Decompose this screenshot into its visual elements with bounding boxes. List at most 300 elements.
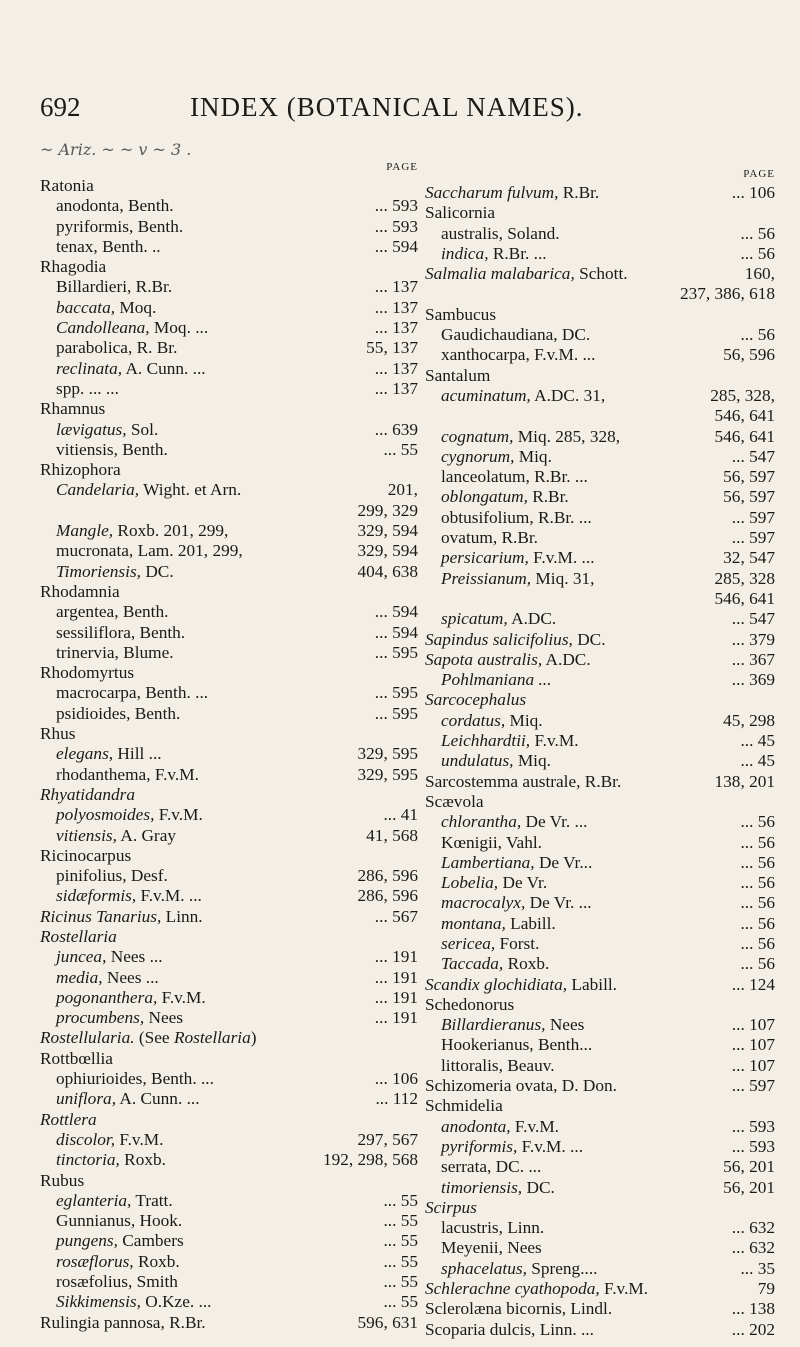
- entry-page: ... 632: [731, 1238, 775, 1258]
- entry-name: Rhamnus: [40, 399, 106, 419]
- entry-name: timoriensis, DC.: [441, 1177, 555, 1197]
- entry-name: pyriformis, F.v.M. ...: [441, 1136, 584, 1156]
- entry-name: Santalum: [425, 365, 491, 385]
- entry-page: ... 137: [374, 358, 418, 378]
- index-entry: [40, 805, 418, 825]
- entry-page: 56, 597: [723, 487, 775, 507]
- entry-name: reclinata, A. Cunn. ...: [56, 358, 206, 378]
- index-heading: [40, 663, 418, 683]
- entry-name: chlorantha, De Vr. ...: [441, 812, 588, 832]
- entry-name: Rottlera: [40, 1109, 97, 1129]
- index-entry: [40, 1089, 418, 1109]
- entry-name: tinctoria, Roxb.: [56, 1150, 166, 1170]
- index-entry: [425, 853, 775, 873]
- index-heading: [425, 630, 775, 650]
- entry-page: 56, 596: [723, 345, 775, 365]
- entry-page: ... 597: [731, 1076, 775, 1096]
- entry-page: ... 593: [731, 1136, 775, 1156]
- index-entry: [40, 318, 418, 338]
- entry-name: ophiurioides, Benth. ...: [56, 1069, 214, 1089]
- index-heading: [425, 366, 775, 386]
- index-entry: [40, 683, 418, 703]
- entry-name: polyosmoides, F.v.M.: [56, 805, 203, 825]
- entry-page: ... 56: [740, 832, 775, 852]
- index-entry: [40, 866, 418, 886]
- entry-name: Sapindus salicifolius, DC.: [425, 629, 606, 649]
- index-entry: [425, 609, 775, 629]
- index-entry: [425, 447, 775, 467]
- index-heading: [40, 927, 418, 947]
- entry-page: ... 597: [731, 507, 775, 527]
- entry-name: macrocarpa, Benth. ...: [56, 683, 209, 703]
- entry-page: ... 56: [740, 893, 775, 913]
- entry-name: Sikkimensis, O.Kze. ...: [56, 1292, 212, 1312]
- entry-page: ... 56: [740, 243, 775, 263]
- entry-page: ... 107: [731, 1055, 775, 1075]
- entry-name: indica, R.Br. ...: [441, 243, 547, 263]
- entry-page: ... 55: [383, 1190, 418, 1210]
- entry-page: ... 35: [740, 1258, 775, 1278]
- entry-name: Candolleana, Moq. ...: [56, 318, 209, 338]
- entry-page: ... 547: [731, 446, 775, 466]
- entry-page: 285, 328,: [710, 385, 775, 405]
- index-entry: [40, 440, 418, 460]
- index-continuation: [425, 406, 775, 426]
- index-entry: [40, 298, 418, 318]
- entry-name: Scoparia dulcis, Linn. ...: [425, 1319, 594, 1339]
- index-heading: [40, 1171, 418, 1191]
- index-entry: [425, 1056, 775, 1076]
- entry-page: ... 41: [383, 805, 418, 825]
- index-entry: [40, 359, 418, 379]
- index-heading: [425, 792, 775, 812]
- entry-name: trinervia, Blume.: [56, 642, 174, 662]
- entry-page: 55, 137: [366, 338, 418, 358]
- entry-page: ... 595: [374, 703, 418, 723]
- index-heading: [425, 995, 775, 1015]
- entry-page: ... 632: [731, 1218, 775, 1238]
- entry-page: 286, 596: [357, 866, 418, 886]
- entry-page: 41, 568: [366, 825, 418, 845]
- entry-page: ... 137: [374, 318, 418, 338]
- entry-name: argentea, Benth.: [56, 602, 169, 622]
- index-heading: [425, 1198, 775, 1218]
- entry-name: ovatum, R.Br.: [441, 528, 538, 548]
- entry-page: 286, 596: [357, 886, 418, 906]
- entry-name: sphacelatus, Spreng....: [441, 1258, 598, 1278]
- entry-name: Salmalia malabarica, Schott.: [425, 264, 628, 284]
- entry-page: ... 56: [740, 933, 775, 953]
- index-entry: [40, 1191, 418, 1211]
- entry-name: Hookerianus, Benth...: [441, 1035, 593, 1055]
- entry-page: ... 107: [731, 1035, 775, 1055]
- entry-name: mucronata, Lam. 201, 299,: [56, 541, 243, 561]
- entry-page: ... 56: [740, 852, 775, 872]
- entry-name: sericea, Forst.: [441, 933, 540, 953]
- entry-page: 329, 594: [357, 521, 418, 541]
- entry-page: 32, 547: [723, 548, 775, 568]
- entry-name: undulatus, Miq.: [441, 751, 551, 771]
- entry-name: juncea, Nees ...: [56, 947, 163, 967]
- entry-name: procumbens, Nees: [56, 1008, 184, 1028]
- entry-name: montana, Labill.: [441, 913, 556, 933]
- index-heading: [40, 724, 418, 744]
- entry-page: ... 106: [731, 183, 775, 202]
- entry-name: tenax, Benth. ..: [56, 236, 161, 256]
- index-entry: [40, 379, 418, 399]
- entry-name: Rottbœllia: [40, 1048, 113, 1068]
- entry-page: ... 55: [383, 1231, 418, 1251]
- entry-name: Sambucus: [425, 304, 497, 324]
- entry-page: ... 55: [383, 1211, 418, 1231]
- entry-page: 160,: [744, 264, 775, 284]
- index-entry: [425, 508, 775, 528]
- entry-name: Sarcocephalus: [425, 690, 527, 710]
- entry-page: ... 56: [740, 812, 775, 832]
- index-heading: [425, 1279, 775, 1299]
- index-entry: [425, 1137, 775, 1157]
- entry-name: Rulingia pannosa, R.Br.: [40, 1312, 206, 1332]
- index-heading: [425, 305, 775, 325]
- entry-name: psidioides, Benth.: [56, 703, 181, 723]
- index-heading: [425, 1076, 775, 1096]
- index-entry: [425, 487, 775, 507]
- page-column-label: PAGE: [386, 161, 418, 173]
- page-header: [40, 92, 760, 132]
- index-entry: [425, 224, 775, 244]
- index-heading: [40, 1028, 418, 1048]
- entry-name: elegans, Hill ...: [56, 744, 162, 764]
- index-entry: [425, 427, 775, 447]
- entry-name: Salicornia: [425, 203, 496, 223]
- entry-page: ... 191: [374, 947, 418, 967]
- entry-name: Scandix glochidiata, Labill.: [425, 974, 617, 994]
- index-entry: [425, 812, 775, 832]
- index-entry: [40, 947, 418, 967]
- entry-name: serrata, DC. ...: [441, 1157, 542, 1177]
- index-entry: [425, 914, 775, 934]
- entry-name: Rubus: [40, 1170, 85, 1190]
- index-continuation: [425, 589, 775, 609]
- entry-page: 299, 329: [357, 500, 418, 520]
- entry-page: ... 639: [374, 419, 418, 439]
- entry-page: ... 56: [740, 325, 775, 345]
- entry-name: anodonta, Benth.: [56, 196, 174, 216]
- entry-page: ... 594: [374, 602, 418, 622]
- entry-name: Ricinocarpus: [40, 845, 132, 865]
- index-heading: [40, 1110, 418, 1130]
- entry-name: Ricinus Tanarius, Linn.: [40, 906, 203, 926]
- entry-page: ... 367: [731, 649, 775, 669]
- entry-page: ... 56: [740, 223, 775, 243]
- index-entry: [40, 1130, 418, 1150]
- entry-name: Schedonorus: [425, 994, 515, 1014]
- index-entry: [40, 602, 418, 622]
- entry-name: Rostellaria: [40, 926, 117, 946]
- entry-page: ... 55: [383, 1272, 418, 1292]
- index-heading: [425, 183, 775, 203]
- index-entry: [40, 217, 418, 237]
- entry-name: rosæflorus, Roxb.: [56, 1251, 180, 1271]
- entry-name: Ratonia: [40, 176, 94, 195]
- index-entry: [425, 345, 775, 365]
- entry-page: ... 593: [374, 216, 418, 236]
- entry-page: 237, 386, 618: [679, 284, 775, 304]
- index-heading: [425, 650, 775, 670]
- entry-page: 329, 595: [357, 744, 418, 764]
- entry-name: Leichhardtii, F.v.M.: [441, 731, 579, 751]
- entry-page: ... 593: [374, 196, 418, 216]
- index-entry: [40, 1069, 418, 1089]
- index-entry: [40, 826, 418, 846]
- index-heading: [40, 176, 418, 196]
- entry-page: ... 45: [740, 731, 775, 751]
- entry-name: cognatum, Miq. 285, 328,: [441, 426, 621, 446]
- index-heading: [40, 399, 418, 419]
- entry-name: sidæformis, F.v.M. ...: [56, 886, 202, 906]
- entry-page: ... 137: [374, 277, 418, 297]
- index-entry: [40, 541, 418, 561]
- page-title: INDEX (BOTANICAL NAMES).: [190, 92, 584, 122]
- entry-page: ... 55: [383, 1251, 418, 1271]
- entry-name: Candelaria, Wight. et Arn.: [56, 480, 242, 500]
- index-entry: [40, 1008, 418, 1028]
- entry-name: persicarium, F.v.M. ...: [441, 548, 595, 568]
- index-entry: [40, 1252, 418, 1272]
- index-entry: [425, 751, 775, 771]
- entry-name: rosæfolius, Smith: [56, 1272, 178, 1292]
- entry-name: vitiensis, A. Gray: [56, 825, 177, 845]
- index-entry: [425, 467, 775, 487]
- entry-page: ... 55: [383, 1292, 418, 1312]
- entry-name: acuminatum, A.DC. 31,: [441, 385, 606, 405]
- index-entry: [40, 1231, 418, 1251]
- entry-name: Rhus: [40, 724, 76, 744]
- index-entry: [425, 670, 775, 690]
- entry-name: Billardieranus, Nees: [441, 1015, 585, 1035]
- entry-page: ... 137: [374, 297, 418, 317]
- entry-name: Schizomeria ovata, D. Don.: [425, 1076, 617, 1096]
- entry-page: ... 595: [374, 683, 418, 703]
- entry-name: cygnorum, Miq.: [441, 446, 552, 466]
- entry-page: ... 56: [740, 913, 775, 933]
- entry-name: vitiensis, Benth.: [56, 439, 168, 459]
- entry-page: ... 202: [731, 1319, 775, 1339]
- entry-name: Meyenii, Nees: [441, 1238, 542, 1258]
- entry-page: 45, 298: [723, 710, 775, 730]
- entry-page: 596, 631: [357, 1312, 418, 1332]
- entry-name: lævigatus, Sol.: [56, 419, 159, 439]
- entry-page: 201,: [387, 480, 418, 500]
- index-entry: [40, 623, 418, 643]
- entry-name: australis, Soland.: [441, 223, 560, 243]
- index-heading: [40, 907, 418, 927]
- index-entry: [40, 1150, 418, 1170]
- entry-name: xanthocarpa, F.v.M. ...: [441, 345, 596, 365]
- entry-page: 329, 595: [357, 764, 418, 784]
- entry-name: baccata, Moq.: [56, 297, 157, 317]
- entry-name: Rhizophora: [40, 460, 121, 480]
- index-heading: [425, 1299, 775, 1319]
- entry-name: cordatus, Miq.: [441, 710, 543, 730]
- entry-name: Mangle, Roxb. 201, 299,: [56, 521, 229, 541]
- index-entry: [425, 569, 775, 589]
- entry-page: ... 379: [731, 629, 775, 649]
- index-entry: [425, 325, 775, 345]
- entry-page: ... 594: [374, 236, 418, 256]
- index-continuation: [425, 284, 775, 304]
- entry-name: lacustris, Linn.: [441, 1218, 545, 1238]
- index-entry: [425, 1178, 775, 1198]
- entry-page: ... 138: [731, 1299, 775, 1319]
- entry-name: pyriformis, Benth.: [56, 216, 184, 236]
- index-heading: [425, 1320, 775, 1340]
- entry-name: parabolica, R. Br.: [56, 338, 178, 358]
- entry-name: pinifolius, Desf.: [56, 866, 168, 886]
- entry-page: 546, 641: [714, 406, 775, 426]
- index-column-right: [425, 165, 775, 1340]
- index-entry: [425, 1157, 775, 1177]
- entry-page: 192, 298, 568: [322, 1150, 418, 1170]
- entry-name: oblongatum, R.Br.: [441, 487, 569, 507]
- entry-name: lanceolatum, R.Br. ...: [441, 467, 588, 487]
- index-entry: [425, 1117, 775, 1137]
- entry-page: ... 55: [383, 439, 418, 459]
- index-heading: [40, 582, 418, 602]
- index-entry: [40, 765, 418, 785]
- entry-name: Pohlmaniana ...: [441, 670, 552, 690]
- index-entry: [40, 420, 418, 440]
- index-heading: [40, 257, 418, 277]
- entry-name: obtusifolium, R.Br. ...: [441, 507, 592, 527]
- entry-name: rhodanthema, F.v.M.: [56, 764, 199, 784]
- page-column-label: PAGE: [743, 168, 775, 180]
- index-entry: [425, 954, 775, 974]
- entry-name: discolor, F.v.M.: [56, 1129, 164, 1149]
- entry-name: Rostellularia. (See Rostellaria): [40, 1028, 257, 1048]
- index-heading: [425, 203, 775, 223]
- entry-page: 285, 328: [714, 568, 775, 588]
- entry-name: Kœnigii, Vahl.: [441, 832, 542, 852]
- index-entry: [425, 1015, 775, 1035]
- entry-page: 546, 641: [714, 426, 775, 446]
- entry-name: macrocalyx, De Vr. ...: [441, 893, 592, 913]
- entry-name: pogonanthera, F.v.M.: [56, 987, 206, 1007]
- index-entry: [40, 562, 418, 582]
- index-heading: [40, 785, 418, 805]
- entry-name: Sapota australis, A.DC.: [425, 649, 591, 669]
- index-continuation: [40, 501, 418, 521]
- entry-name: Timoriensis, DC.: [56, 561, 174, 581]
- entry-page: ... 56: [740, 954, 775, 974]
- entry-page: 56, 597: [723, 467, 775, 487]
- index-entry: [425, 548, 775, 568]
- index-entry: [40, 988, 418, 1008]
- index-entry: [40, 1292, 418, 1312]
- entry-name: spp. ... ...: [56, 378, 119, 398]
- entry-name: eglanteria, Tratt.: [56, 1190, 173, 1210]
- index-entry: [40, 968, 418, 988]
- index-entry: [425, 528, 775, 548]
- index-entry: [425, 1218, 775, 1238]
- index-entry: [40, 521, 418, 541]
- entry-name: littoralis, Beauv.: [441, 1055, 555, 1075]
- entry-page: ... 191: [374, 987, 418, 1007]
- index-heading: [425, 690, 775, 710]
- index-heading: [40, 460, 418, 480]
- index-entry: [425, 1259, 775, 1279]
- entry-name: Rhyatidandra: [40, 784, 136, 804]
- index-entry: [40, 338, 418, 358]
- index-heading: [40, 846, 418, 866]
- index-heading: [425, 975, 775, 995]
- entry-name: Rhodamnia: [40, 581, 120, 601]
- handwritten-annotation: ~ Ariz. ~ ~ v ~ 3 .: [40, 140, 192, 159]
- index-entry: [40, 1272, 418, 1292]
- entry-page: ... 137: [374, 378, 418, 398]
- index-heading: [40, 1313, 418, 1333]
- entry-name: Scirpus: [425, 1197, 477, 1217]
- entry-name: Taccada, Roxb.: [441, 954, 550, 974]
- entry-page: ... 567: [374, 906, 418, 926]
- entry-page: 56, 201: [723, 1157, 775, 1177]
- entry-page: ... 594: [374, 622, 418, 642]
- entry-page: ... 106: [374, 1069, 418, 1089]
- index-entry: [40, 643, 418, 663]
- index-entry: [425, 244, 775, 264]
- entry-name: uniflora, A. Cunn. ...: [56, 1089, 200, 1109]
- entry-name: spicatum, A.DC.: [441, 609, 557, 629]
- entry-name: sessiliflora, Benth.: [56, 622, 186, 642]
- index-entry: [40, 1211, 418, 1231]
- entry-page: ... 191: [374, 967, 418, 987]
- entry-page: 329, 594: [357, 541, 418, 561]
- entry-name: Gunnianus, Hook.: [56, 1211, 183, 1231]
- entry-name: Preissianum, Miq. 31,: [441, 568, 595, 588]
- entry-page: ... 595: [374, 642, 418, 662]
- entry-page: ... 112: [375, 1089, 418, 1109]
- entry-name: Lobelia, De Vr.: [441, 873, 548, 893]
- entry-page: ... 597: [731, 528, 775, 548]
- index-heading: [425, 264, 775, 284]
- index-entry: [40, 237, 418, 257]
- entry-name: Billardieri, R.Br.: [56, 277, 173, 297]
- index-heading: [40, 1049, 418, 1069]
- entry-name: pungens, Cambers: [56, 1231, 184, 1251]
- entry-page: ... 107: [731, 1015, 775, 1035]
- entry-name: Sarcostemma australe, R.Br.: [425, 771, 622, 791]
- index-entry: [40, 886, 418, 906]
- index-column-left: [40, 158, 418, 1333]
- entry-page: ... 547: [731, 609, 775, 629]
- entry-name: Gaudichaudiana, DC.: [441, 325, 591, 345]
- entry-name: anodonta, F.v.M.: [441, 1116, 560, 1136]
- page-number: 692: [40, 92, 81, 122]
- entry-page: ... 45: [740, 751, 775, 771]
- index-entry: [425, 711, 775, 731]
- index-heading: [425, 1096, 775, 1116]
- index-entry: [40, 480, 418, 500]
- entry-page: 297, 567: [357, 1129, 418, 1149]
- index-entry: [425, 386, 775, 406]
- entry-name: Sclerolæna bicornis, Lindl.: [425, 1299, 613, 1319]
- entry-page: ... 593: [731, 1116, 775, 1136]
- index-heading: [425, 772, 775, 792]
- index-entry: [40, 196, 418, 216]
- entry-page: 546, 641: [714, 588, 775, 608]
- entry-name: Saccharum fulvum, R.Br.: [425, 183, 600, 202]
- entry-name: Rhodomyrtus: [40, 663, 135, 683]
